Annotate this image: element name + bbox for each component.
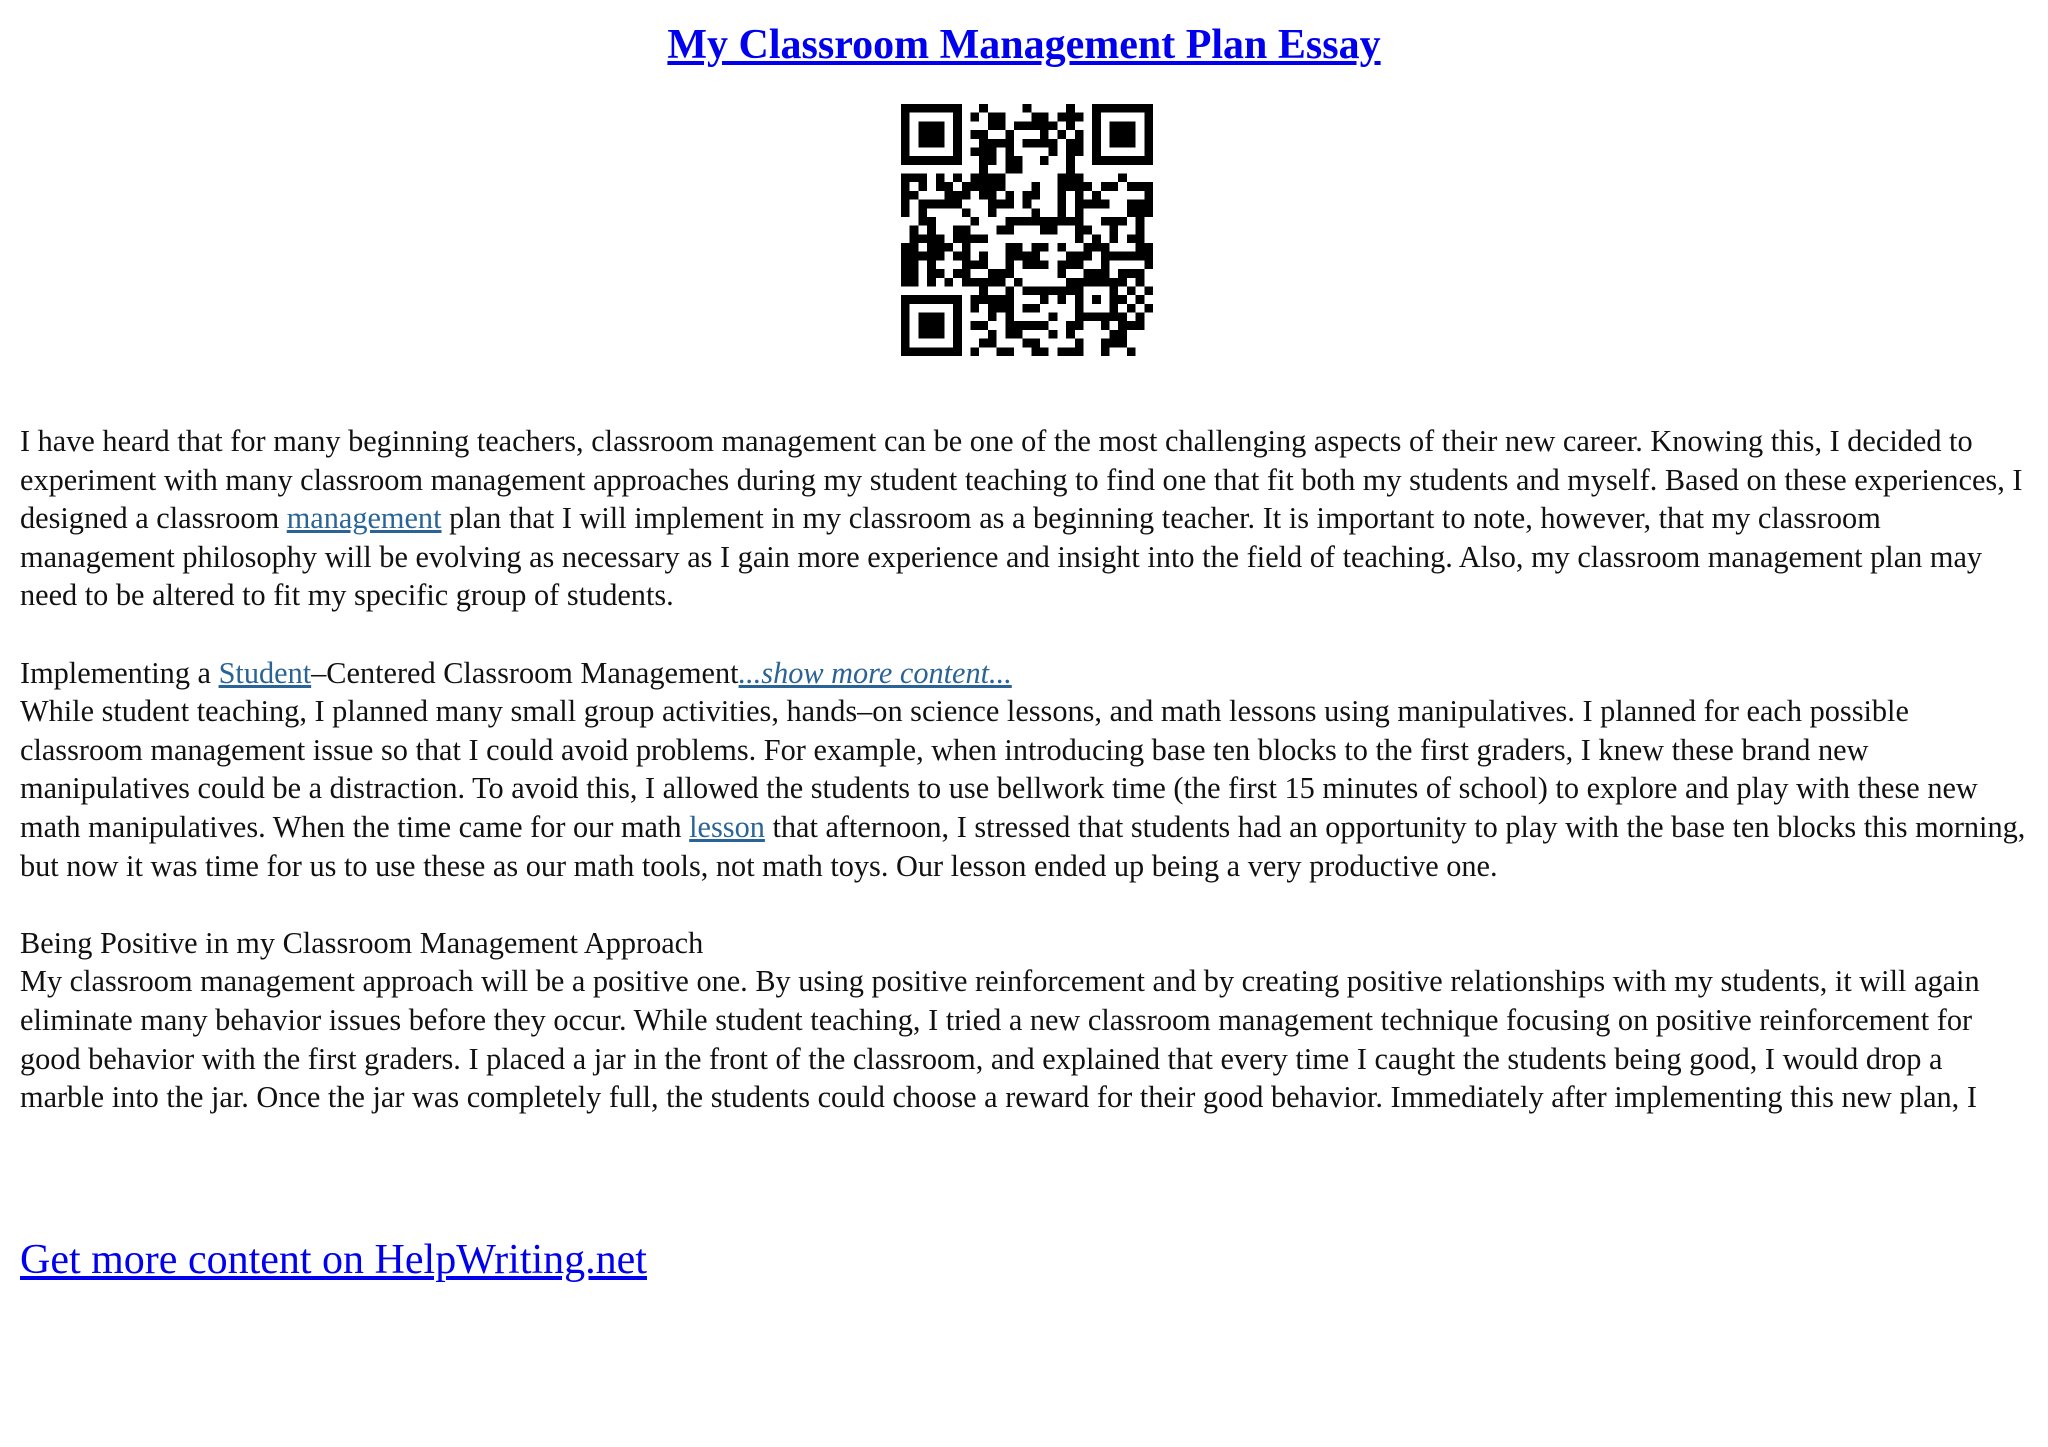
show-more-link[interactable]: ...show more content...: [738, 655, 1012, 690]
lesson-link[interactable]: lesson: [689, 809, 765, 844]
helpwriting-link[interactable]: Get more content on HelpWriting.net: [20, 1237, 647, 1283]
paragraph-spacer: [20, 615, 2034, 654]
page-title: [0, 18, 2048, 72]
section1-heading: [20, 654, 2034, 693]
section1-heading-end: –Centered Classroom Management: [311, 655, 739, 690]
section1-heading-start: Implementing a: [20, 655, 219, 690]
paragraph-spacer: [20, 885, 2034, 924]
intro-paragraph: [20, 422, 2034, 615]
section1-paragraph: [20, 692, 2034, 885]
student-link[interactable]: Student: [218, 655, 312, 690]
intro-text-start: I have heard that for many beginning teachers, classroom management can be one of the most challenging aspects of their new career. Knowing this, I decided to experiment with many classroom management approaches during my student teaching to find one that fit both my students and myself. Based on these experiences, I designed a classroom: [20, 424, 2023, 536]
intro-text-end: plan that I will implement in my classroom as a beginning teacher. It is important to note, however, that my classroom management philosophy will be evolving as necessary as I gain more experience and insight into the field of teaching. Also, my classroom management plan may need to be altered to fit my specific group of students.: [20, 501, 1983, 613]
management-link[interactable]: management: [286, 501, 442, 536]
section1-text-start: While student teaching, I planned many small group activities, hands–on science lessons, and math lessons using manipulatives. I planned for each possible classroom management issue so that I could avoid problems. For example, when introducing base ten blocks to the first graders, I knew these brand new manipulatives could be a distraction. To avoid this, I allowed the students to use bellwork time (the first 15 minutes of school) to explore and play with these new math manipulatives. When the time came for our math: [20, 694, 1978, 844]
essay-body: [20, 422, 2034, 1117]
section2-heading: Being Positive in my Classroom Management Approach: [20, 925, 704, 960]
title-link[interactable]: My Classroom Management Plan Essay: [667, 22, 1381, 68]
section1-text-end: that afternoon, I stressed that students had an opportunity to play with the base ten blocks this morning, but now it was time for us to use these as our math tools, not math toys. Our lesson ended up being a very productive one.: [20, 809, 2026, 883]
qr-code-icon: [901, 104, 1153, 356]
section2-paragraph: My classroom management approach will be a positive one. By using positive reinforcement and by creating positive relationships with my students, it will again eliminate many behavior issues before they occur. While student teaching, I tried a new classroom management technique focusing on positive reinforcement for good behavior with the first graders. I placed a jar in the front of the classroom, and explained that every time I caught the students being good, I would drop a marble into the jar. Once the jar was completely full, the students could choose a reward for their good behavior. Immediately after implementing this new plan, I: [20, 964, 1980, 1115]
